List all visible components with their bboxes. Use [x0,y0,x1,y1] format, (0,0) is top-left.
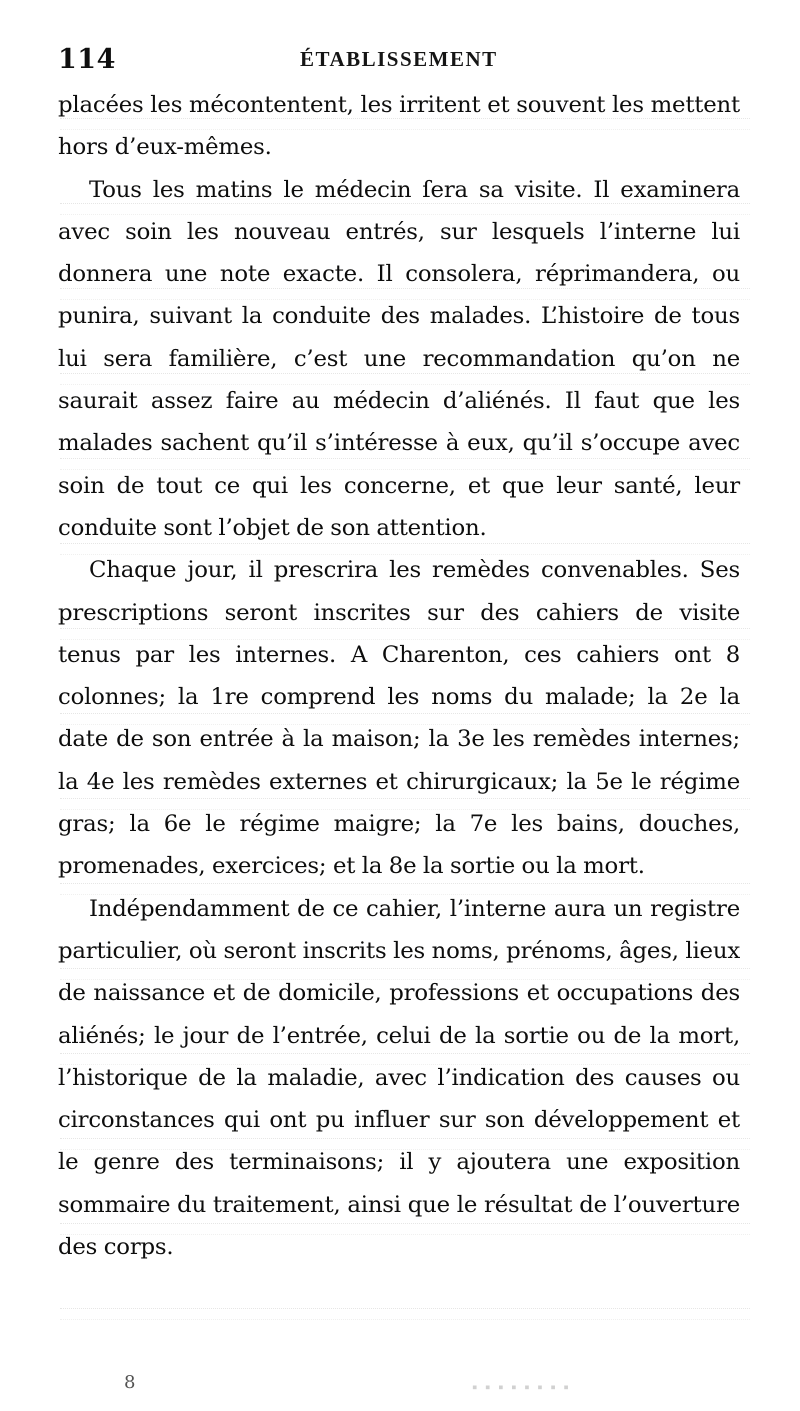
running-head: ÉTABLISSEMENT [300,47,498,71]
page-number: 114 [58,44,116,75]
bleed-through-line [60,1308,750,1320]
paragraph: Chaque jour, il prescrira les remèdes convenables. Ses prescriptions seront inscrites sur des cahiers de visite tenus par les internes. A Charenton, ces cahiers ont 8 colonnes; la 1re comprend les noms du malade; la 2e la date de son entrée à la maison; la 3e les remèdes internes; la 4e les remèdes externes et chirurgicaux; la 5e le régime gras; la 6e le régime maigre; la 7e les bains, douches, promenades, exercices; et la 8e la sortie ou la mort. [58,557,740,880]
paragraph: Tous les matins le médecin ſera sa visite. Il examinera avec soin les nouveau entrés, sur lesquels l’interne lui donnera une note exacte. Il consolera, réprimandera, ou punira, suivant la conduite des malades. L’histoire de tous lui sera familière, c’est une recommandation qu’on ne saurait assez faire au médecin d’aliénés. Il faut que les malades sachent qu’il s’intéresse à eux, qu’il s’occupe avec soin de tout ce qui les concerne, et que leur santé, leur conduite sont l’objet de son attention. [58,176,740,541]
page-header [0,44,800,80]
signature-mark: 8 [124,1372,136,1393]
paragraph: Indépendamment de ce cahier, l’interne aura un registre particulier, où seront inscrits les noms, prénoms, âges, lieux de naissance et de domicile, professions et occupations des aliénés; le jour de l’entrée, celui de la sortie ou de la mort, l’historique de la maladie, avec l’indication des causes ou circonstances qui ont pu influer sur son développement et le genre des terminaisons; il y ajoutera une exposition sommaire du traitement, ainsi que le résultat de l’ouverture des corps. [58,895,740,1261]
body-text [58,84,740,1268]
mirror-bleed-text: ▪ ▪ ▪ ▪ ▪ ▪ ▪ ▪ [470,1380,569,1396]
paragraph: placées les mécontentent, les irritent et souvent les mettent hors d’eux-mêmes. [58,92,740,161]
page-footer [0,1372,800,1402]
